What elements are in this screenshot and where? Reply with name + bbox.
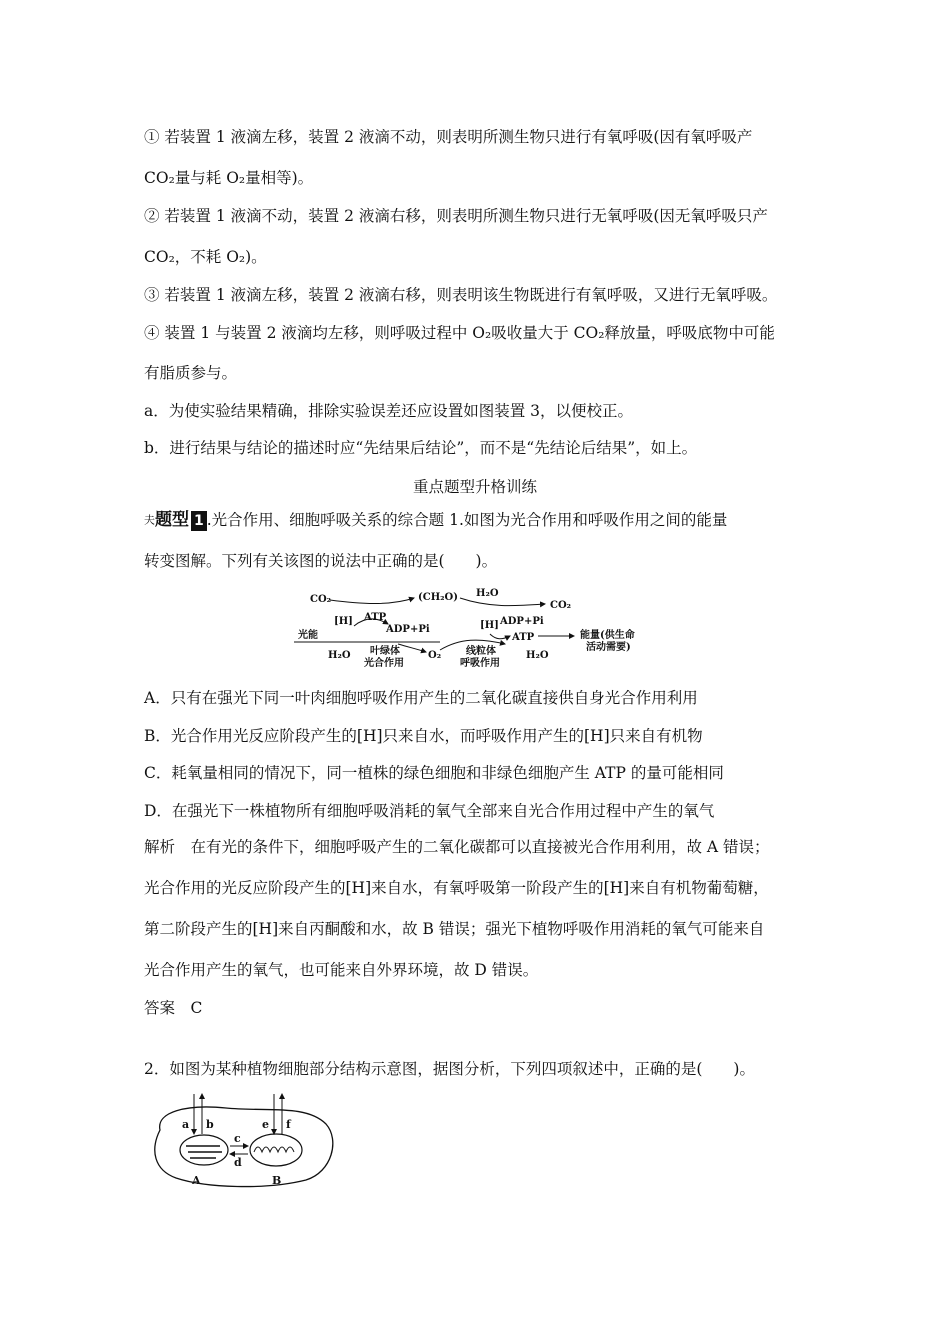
label-b: b (206, 1118, 214, 1131)
co2-left-label: CO₂ (310, 594, 332, 605)
paragraph-4-line-1: ④ 装置 1 与装置 2 液滴均左移，则呼吸过程中 O₂吸收量大于 CO₂释放量，呼吸底物中可能 (144, 324, 775, 342)
option-a: A．只有在强光下同一叶肉细胞呼吸作用产生的二氧化碳直接供自身光合作用利用 (144, 689, 698, 707)
photosynthesis-label: 光合作用 (364, 658, 404, 669)
energy-label-2: 活动需要) (586, 642, 631, 653)
co2-right-label: CO₂ (550, 600, 572, 611)
analysis-line-2: 光合作用的光反应阶段产生的[H]来自水，有氧呼吸第一阶段产生的[H]来自有机物葡萄糖， (144, 879, 769, 897)
arrow-h-to-atp-right (490, 634, 510, 639)
plant-cell-diagram (146, 1090, 336, 1196)
h-right-label: [H] (480, 620, 499, 631)
energy-conversion-diagram (290, 588, 670, 674)
badge-decoration: 夫 (144, 513, 155, 527)
section-title: 重点题型升格训练 (412, 478, 537, 496)
question-1-stem-text: .光合作用、细胞呼吸关系的综合题 1.如图为光合作用和呼吸作用之间的能量 (206, 511, 728, 529)
question-1-stem-line-2: 转变图解。下列有关该图的说法中正确的是( )。 (144, 552, 498, 570)
badge-word: 题型 (155, 510, 189, 530)
label-e: e (262, 1118, 269, 1131)
paragraph-2-line-1: ② 若装置 1 液滴不动，装置 2 液滴右移，则表明所测生物只进行无氧呼吸(因无氧呼吸只产 (144, 207, 768, 225)
paragraph-1-line-1: ① 若装置 1 液滴左移，装置 2 液滴不动，则表明所测生物只进行有氧呼吸(因有氧呼吸产 (144, 128, 753, 146)
chloroplast-label: 叶绿体 (370, 646, 400, 657)
paragraph-2-line-2: CO₂，不耗 O₂)。 (144, 248, 267, 266)
adp-right-label: ADP+Pi (500, 616, 544, 627)
question-1-stem-line-1 (144, 510, 824, 531)
mitochondria-label: 线粒体 (466, 646, 496, 657)
chloroplast-a (180, 1135, 228, 1165)
arrow-co2-to-ch2o (330, 598, 414, 604)
label-a: a (182, 1118, 190, 1131)
badge-number: 1 (191, 511, 207, 531)
analysis-line-1: 解析 在有光的条件下，细胞呼吸产生的二氧化碳都可以直接被光合作用利用，故 A 错误； (144, 838, 770, 856)
h2o-top-label: H₂O (476, 588, 499, 599)
option-c: C．耗氧量相同的情况下，同一植株的绿色细胞和非绿色细胞产生 ATP 的量可能相同 (144, 764, 724, 782)
paragraph-4-line-2: 有脂质参与。 (144, 364, 238, 382)
label-d: d (234, 1156, 242, 1169)
arrow-chloroplast-to-o2 (398, 644, 426, 652)
label-B: B (272, 1174, 282, 1187)
atp-left-label: ATP (364, 612, 387, 623)
h2o-bottom-label: H₂O (526, 650, 549, 661)
arrow-ch2o-to-co2 (460, 598, 545, 606)
ch2o-label: (CH₂O) (418, 592, 458, 603)
h2o-left-label: H₂O (328, 650, 351, 661)
answer: 答案 C (144, 999, 203, 1017)
light-energy-label: 光能 (298, 630, 318, 641)
atp-right-label: ATP (512, 632, 535, 643)
option-b: B．光合作用光反应阶段产生的[H]只来自水，而呼吸作用产生的[H]只来自有机物 (144, 727, 703, 745)
label-A: A (192, 1174, 201, 1187)
note-a: a．为使实验结果精确，排除实验误差还应设置如图装置 3，以便校正。 (144, 402, 634, 420)
mitochondrion-b (250, 1134, 302, 1166)
paragraph-3: ③ 若装置 1 液滴左移，装置 2 液滴右移，则表明该生物既进行有氧呼吸，又进行无氧呼吸。 (144, 286, 778, 304)
analysis-line-4: 光合作用产生的氧气，也可能来自外界环境，故 D 错误。 (144, 961, 539, 979)
o2-label: O₂ (428, 650, 442, 661)
analysis-line-3: 第二阶段产生的[H]来自丙酮酸和水，故 B 错误；强光下植物呼吸作用消耗的氧气可能来自 (144, 920, 765, 938)
h-left-label: [H] (334, 616, 353, 627)
adp-left-label: ADP+Pi (386, 624, 430, 635)
label-c: c (234, 1132, 241, 1145)
energy-label-1: 能量(供生命 (580, 630, 635, 641)
option-d: D．在强光下一株植物所有细胞呼吸消耗的氧气全部来自光合作用过程中产生的氧气 (144, 802, 715, 820)
paragraph-1-line-2: CO₂量与耗 O₂量相等)。 (144, 169, 314, 187)
question-type-badge (144, 510, 207, 531)
respiration-label: 呼吸作用 (460, 658, 500, 669)
note-b: b．进行结果与结论的描述时应“先结果后结论”，而不是“先结论后结果”，如上。 (144, 439, 698, 457)
question-2-stem: 2．如图为某种植物细胞部分结构示意图，据图分析，下列四项叙述中，正确的是( )。 (144, 1060, 755, 1078)
label-f: f (286, 1118, 291, 1131)
